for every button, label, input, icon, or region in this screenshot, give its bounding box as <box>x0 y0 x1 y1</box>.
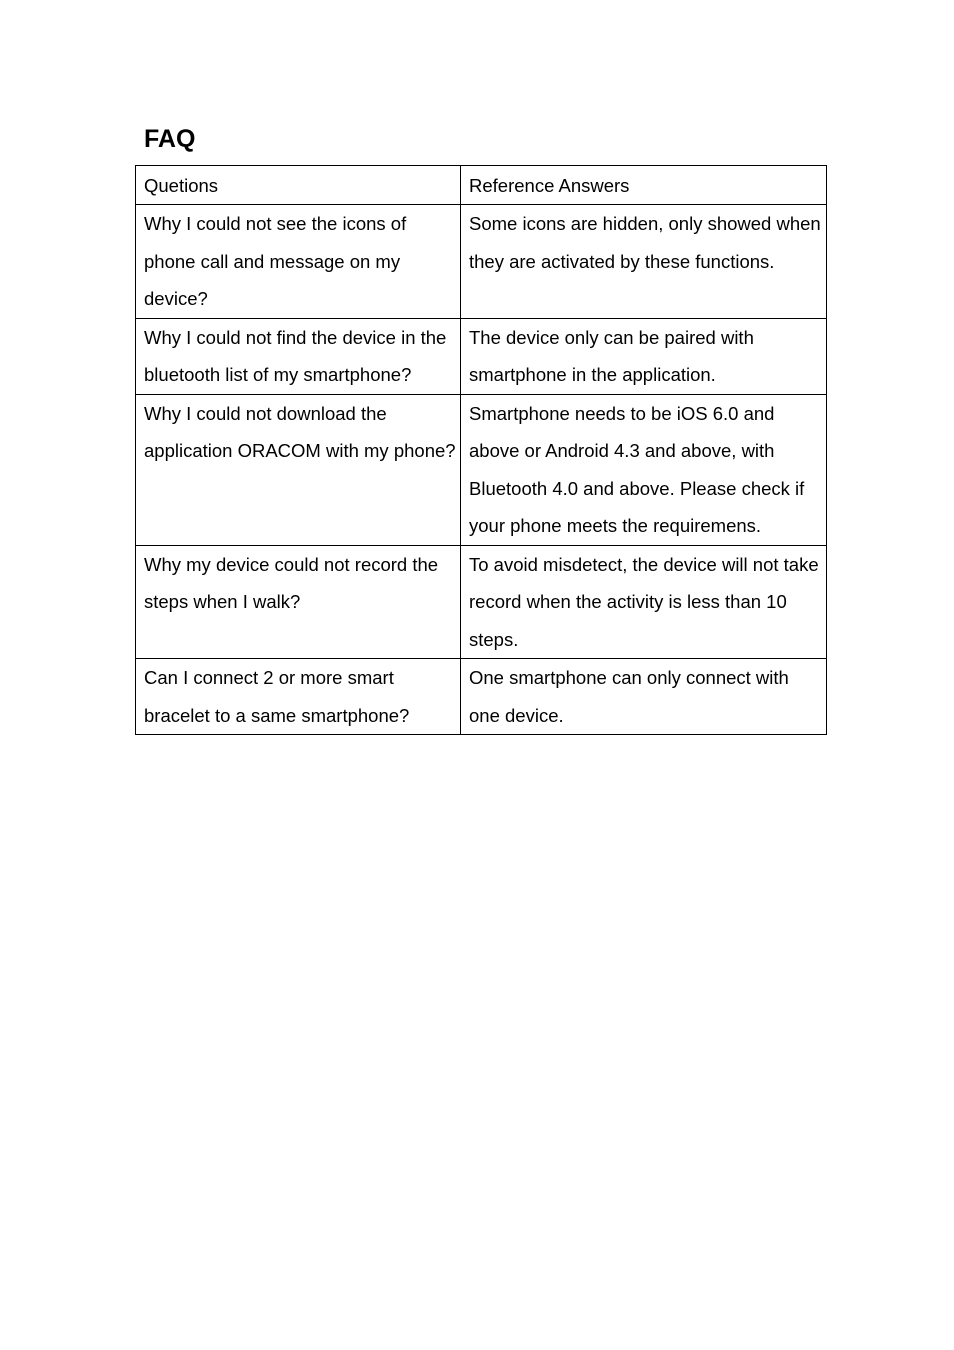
table-row <box>136 318 827 394</box>
question-cell: Why my device could not record the steps when I walk? <box>136 545 461 659</box>
table-header-row <box>136 166 827 205</box>
table-row <box>136 545 827 659</box>
table-row <box>136 659 827 735</box>
question-cell: Can I connect 2 or more smart bracelet to a same smartphone? <box>136 659 461 735</box>
column-header-answers: Reference Answers <box>461 166 827 205</box>
answer-cell: Some icons are hidden, only showed when they are activated by these functions. <box>461 205 827 319</box>
table-row <box>136 394 827 545</box>
answer-cell: To avoid misdetect, the device will not take record when the activity is less than 10 steps. <box>461 545 827 659</box>
answer-cell: The device only can be paired with smartphone in the application. <box>461 318 827 394</box>
page-title: FAQ <box>144 125 196 153</box>
question-cell: Why I could not see the icons of phone call and message on my device? <box>136 205 461 319</box>
question-cell: Why I could not find the device in the bluetooth list of my smartphone? <box>136 318 461 394</box>
answer-cell: One smartphone can only connect with one device. <box>461 659 827 735</box>
table-row <box>136 205 827 319</box>
faq-table <box>135 165 827 735</box>
question-cell: Why I could not download the application ORACOM with my phone? <box>136 394 461 545</box>
answer-cell: Smartphone needs to be iOS 6.0 and above or Android 4.3 and above, with Bluetooth 4.0 and above. Please check if your phone meets the requiremens. <box>461 394 827 545</box>
column-header-questions: Quetions <box>136 166 461 205</box>
